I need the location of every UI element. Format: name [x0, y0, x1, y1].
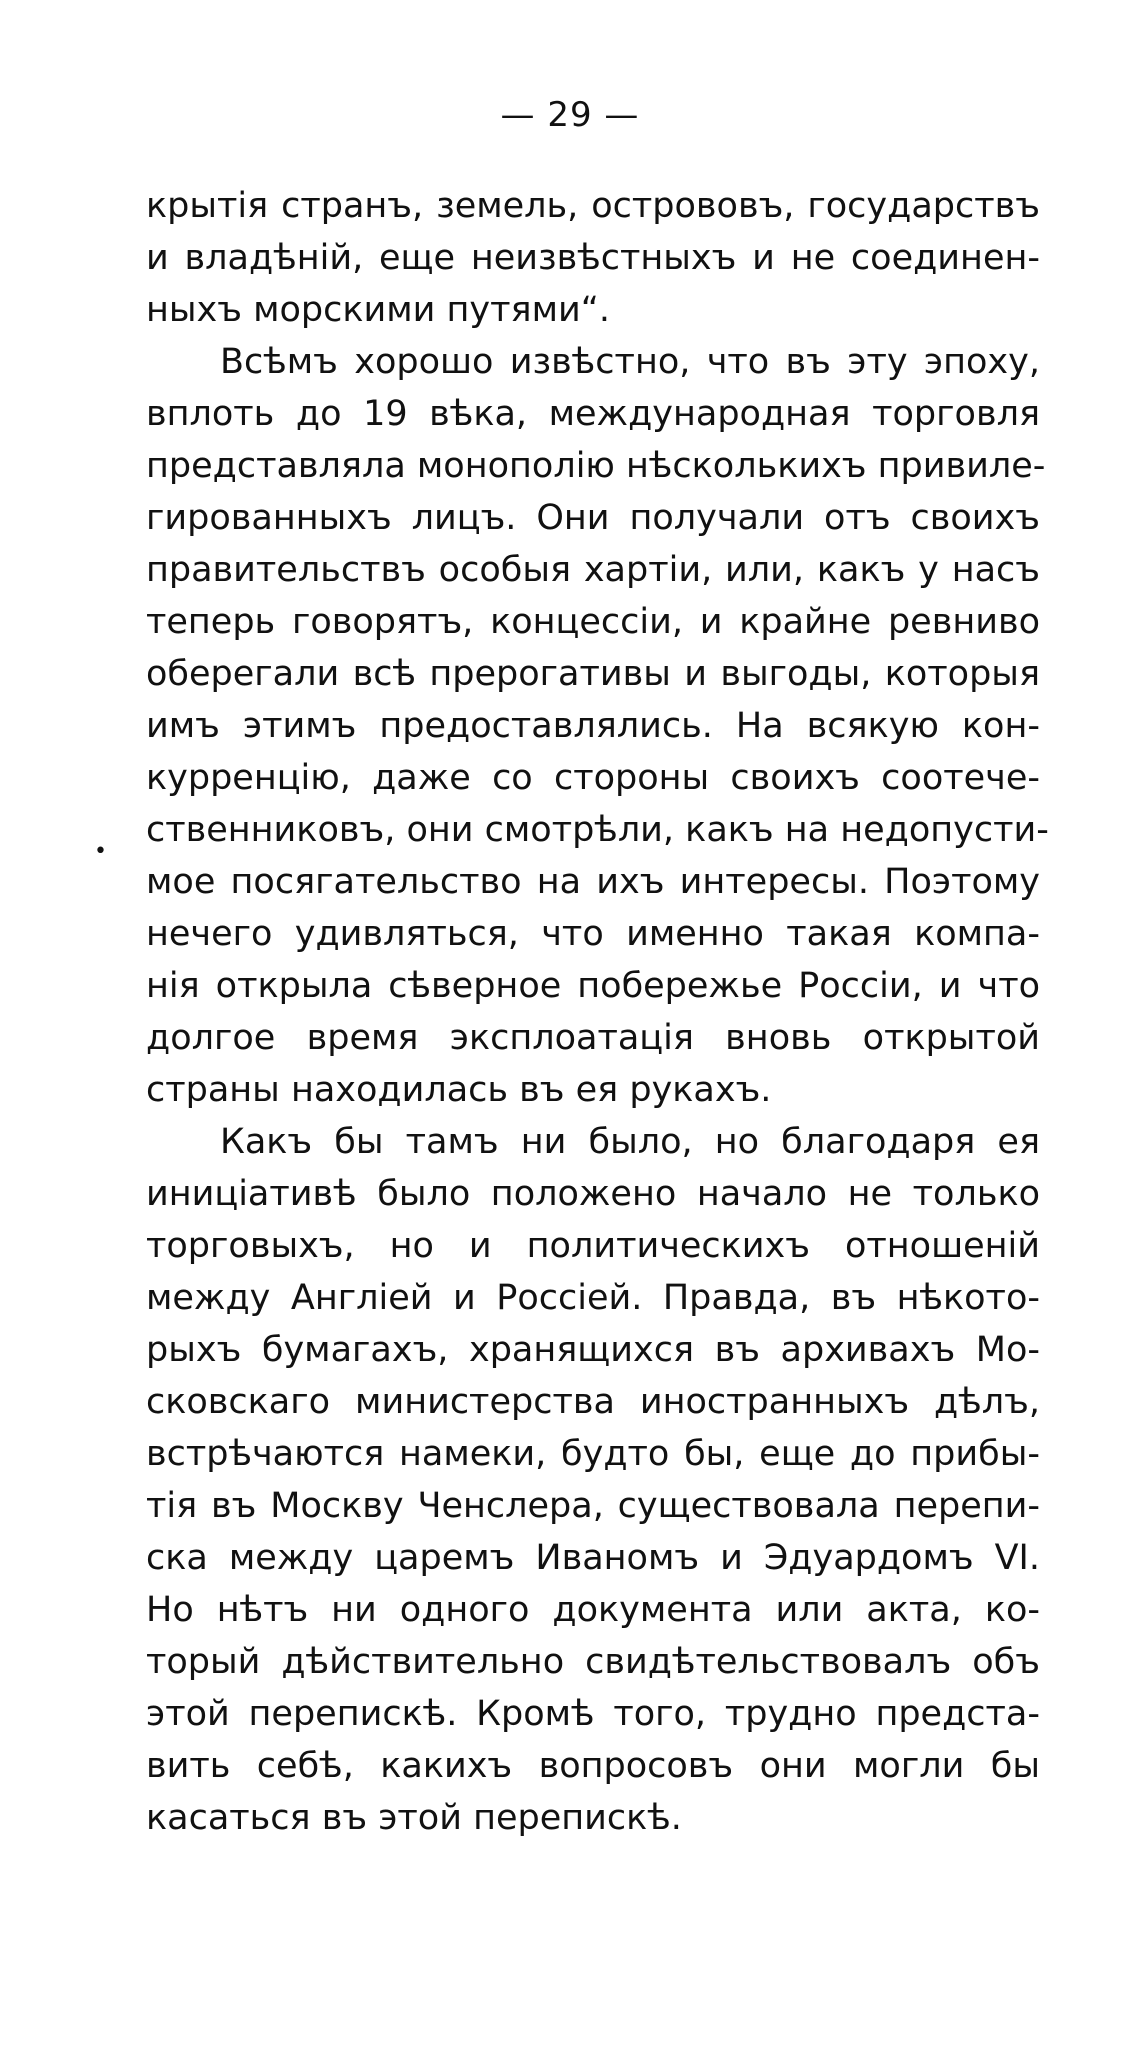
text-line: страны находилась въ ея рукахъ.: [146, 1070, 772, 1110]
text-line: ска между царемъ Иваномъ и Эдуардомъ VI.: [146, 1538, 1040, 1578]
text-line: торый дѣйствительно свидѣтельствовалъ объ: [146, 1642, 1040, 1682]
text-line: имъ этимъ предоставлялись. На всякую кон-: [146, 706, 1040, 746]
text-line: Всѣмъ хорошо извѣстно, что въ эту эпоху,: [220, 342, 1040, 382]
text-line: курренцію, даже со стороны своихъ соотече-: [146, 758, 1040, 798]
margin-mark: •: [94, 839, 107, 864]
text-line: оберегали всѣ прерогативы и выгоды, которыя: [146, 654, 1040, 694]
text-line: мое посягательство на ихъ интересы. Поэтому: [146, 862, 1040, 902]
text-line: вплоть до 19 вѣка, международная торговля: [146, 394, 1040, 434]
page-number: — 29 —: [500, 95, 640, 135]
text-line: встрѣчаются намеки, будто бы, еще до прибы-: [146, 1434, 1040, 1474]
text-line: тія въ Москву Ченслера, существовала перепи-: [146, 1486, 1040, 1526]
text-line: долгое время эксплоатація вновь открытой: [146, 1018, 1040, 1058]
text-line: иниціативѣ было положено начало не только: [146, 1174, 1040, 1214]
text-line: между Англіей и Россіей. Правда, въ нѣкото-: [146, 1278, 1040, 1318]
text-line: Но нѣтъ ни одного документа или акта, ко-: [146, 1590, 1040, 1630]
text-line: гированныхъ лицъ. Они получали отъ своихъ: [146, 498, 1040, 538]
text-line: рыхъ бумагахъ, хранящихся въ архивахъ Мо-: [146, 1330, 1040, 1370]
text-line: сковскаго министерства иностранныхъ дѣлъ,: [146, 1382, 1040, 1422]
text-line: касаться въ этой перепискѣ.: [146, 1798, 682, 1838]
text-line: Какъ бы тамъ ни было, но благодаря ея: [220, 1122, 1040, 1162]
text-line: представляла монополію нѣсколькихъ привиле-: [146, 446, 1046, 486]
text-line: и владѣній, еще неизвѣстныхъ и не соединен-: [146, 238, 1040, 278]
text-line: нечего удивляться, что именно такая компа-: [146, 914, 1040, 954]
text-line: ныхъ морскими путями“.: [146, 290, 610, 330]
text-line: вить себѣ, какихъ вопросовъ они могли бы: [146, 1746, 1040, 1786]
text-line: торговыхъ, но и политическихъ отношеній: [146, 1226, 1040, 1266]
text-line: крытія странъ, земель, острововъ, государствъ: [146, 186, 1040, 226]
text-line: ственниковъ, они смотрѣли, какъ на недопусти-: [146, 810, 1049, 850]
text-line: теперь говорятъ, концессіи, и крайне ревниво: [146, 602, 1040, 642]
text-line: этой перепискѣ. Кромѣ того, трудно предста-: [146, 1694, 1040, 1734]
text-line: нія открыла сѣверное побережье Россіи, и что: [146, 966, 1040, 1006]
text-line: правительствъ особыя хартіи, или, какъ у насъ: [146, 550, 1040, 590]
